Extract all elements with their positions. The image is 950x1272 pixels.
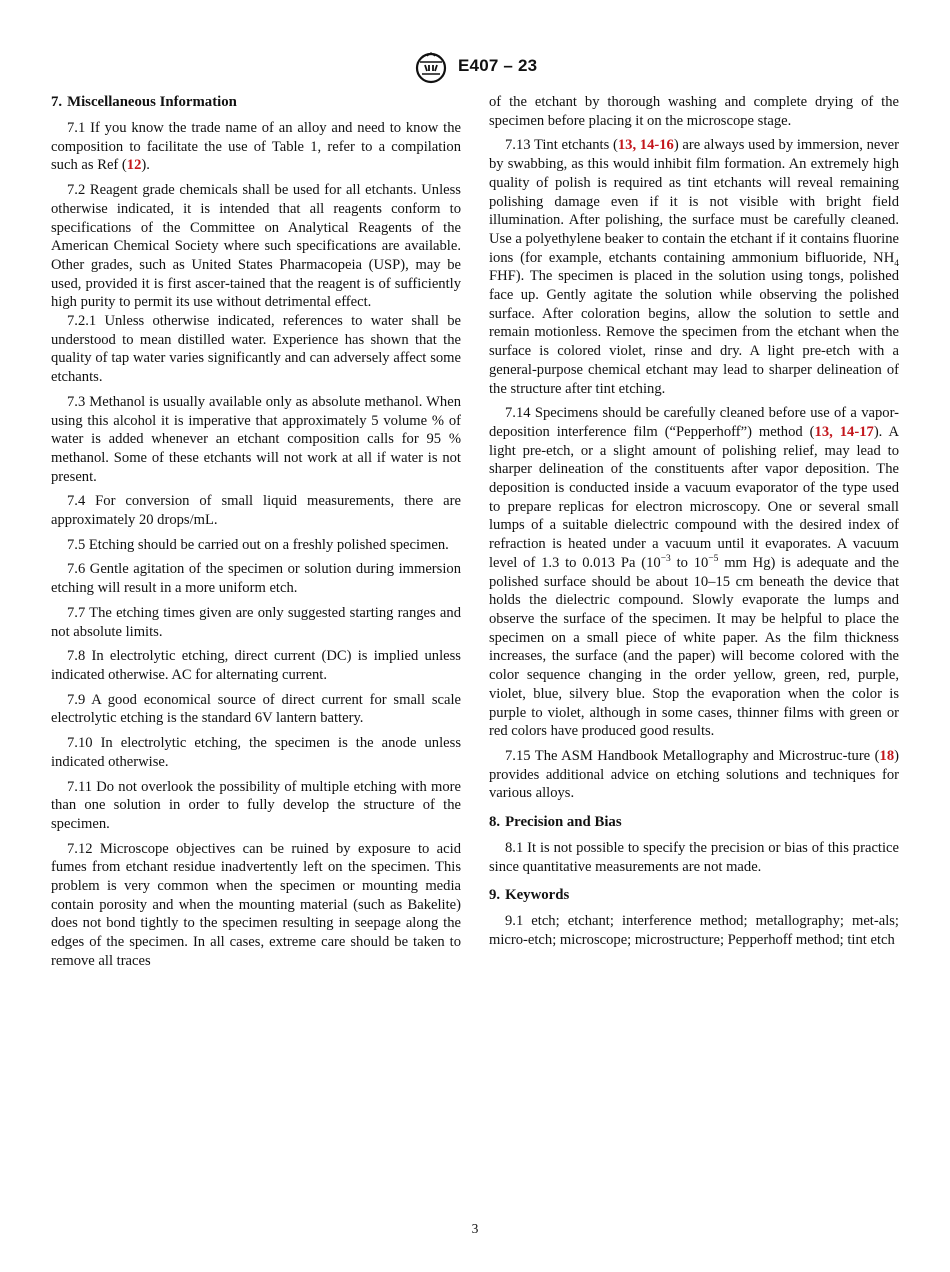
reference-link[interactable]: 14-17 (839, 423, 874, 440)
section-8-heading: 8. Precision and Bias (489, 814, 622, 831)
page-header (0, 50, 950, 90)
paragraph-7-9: 7.9 A good economical source of direct current for small scale electrolytic etching is the standard 6V lantern battery. (51, 691, 461, 727)
section-7-heading: 7. Miscellaneous Information (51, 94, 237, 110)
paragraph-7-4: 7.4 For conversion of small liquid measurements, there are approximately 20 drops/mL. (51, 493, 461, 529)
section-9-heading: 9. Keywords (489, 887, 570, 904)
paragraph-8-1: 8.1 It is not possible to specify the precision or bias of this practice since quantitative measurements are not made. (489, 840, 899, 875)
paragraph-7-7: 7.7 The etching times given are only suggested starting ranges and not absolute limits. (51, 604, 461, 640)
paragraph-7-5: 7.5 Etching should be carried out on a freshly polished specimen. (67, 536, 449, 553)
astm-logo-icon (414, 52, 448, 84)
page-number: 3 (471, 1221, 479, 1236)
reference-link[interactable]: 13 (617, 137, 633, 154)
paragraph-7-12: 7.12 Microscope objectives can be ruined by exposure to acid fumes from etchant residue inadvertently left on the specimen. This problem is very common when the specimen or mounting media contain porosity and when the mounting material (such as Bakelite) does not bond tightly to the specimen resulting in seepage along the edges of the specimen. In all cases, extreme care should be taken to remove all traces (51, 840, 461, 969)
document-designation: E407 – 23 (458, 56, 538, 75)
reference-link[interactable]: 14-16 (639, 137, 674, 154)
paragraph-7-13: 7.13 Tint etchants (13, 14-16) are always used by immersion, never by swabbing, as this would inhibit film formation. An extremely high quality of polish is required as tint etchants will reveal remaining polishing damage even if it is not visible with bright field illumination. After polishing, the surface must be carefully cleaned. Use a polyethylene beaker to contain the etchant if it contains fluorine ions (for example, etchants containing ammonium bifluoride, $NH_4$ FHF). The specimen is placed in the solution using tongs, polished face up. Gently agitate the solution while observing the polished surface. After coloration begins, allow the solution to settle and remain motionless. Remove the specimen from the etchant when the surface is colored violet, rinse and dry. A light pre-etch with a general-purpose chemical etchant may lead to sharper delineation of the structure after tint etching. (489, 137, 900, 397)
paragraph-7-1: 7.1 If you know the trade name of an alloy and need to know the composition to facilitate the use of Table 1, refer to a compilation such as Ref (12). (51, 120, 461, 174)
reference-link[interactable]: 13 (814, 423, 830, 440)
left-column (51, 93, 461, 977)
paragraph-9-1: 9.1 etch; etchant; interference method; metallography; met-als; micro-etch; microscope; microstructure; Pepperhoff method; tint etch (489, 913, 899, 949)
paragraph-7-12-continued: of the etchant by thorough washing and complete drying of the specimen before placing it on the microscope stage. (489, 94, 899, 129)
paragraph-7-8: 7.8 In electrolytic etching, direct current (DC) is implied unless indicated otherwise. AC for alternating current. (51, 648, 461, 683)
paragraph-7-3: 7.3 Methanol is usually available only as absolute methanol. When using this alcohol it is imperative that approximately 5 volume % of water is added whenever an etchant composition calls for 95 % methanol. Some of these etchants will not work at all if water is not present. (51, 393, 461, 485)
right-column (489, 93, 899, 956)
paragraph-7-10: 7.10 In electrolytic etching, the specimen is the anode unless indicated otherwise. (51, 735, 461, 770)
paragraph-7-11: 7.11 Do not overlook the possibility of multiple etching with more than one solution in order to fully develop the structure of the specimen. (51, 778, 461, 832)
paragraph-7-2-1: 7.2.1 Unless otherwise indicated, references to water shall be understood to mean distilled water. Experience has shown that the quality of tap water varies significantly and can adversely affect some etchants. (51, 313, 461, 386)
paragraph-7-14: 7.14 Specimens should be carefully cleaned before use of a vapor-deposition interference film (“Pepperhoff”) method (13, 14-17). A light pre-etch, or a slight amount of polishing relief, may lead to sharper delineation of the constituents after vapor deposition. The deposition is conducted inside a vacuum evaporator of the type used to prepare replicas for electron microscopy. One or several small lumps of a suitable dielectric compound with the desired index of refraction is heated under a vacuum until it evaporates. A vacuum level of 1.3 to 0.013 Pa ($10^{-3}$ to $10^{-5}$ mm Hg) is adequate and the polished surface should be about 10–15 cm beneath the device that holds the dielectric compound. Slowly evaporate the lumps and observe the surface of the specimen. It may be helpful to place the specimen on a small piece of white paper. As the film thickness increases, the surface (and the paper) will become colored with the color sequence changing in the order yellow, green, red, purple, violet, blue, silvery blue. Stop the evaporation when the color is purple to violet, although in some cases, thinner films with green or red colors have produced good results. (489, 405, 900, 740)
reference-link[interactable]: 18 (879, 747, 895, 764)
paragraph-7-15: 7.15 The ASM Handbook Metallography and Microstruc-ture (18) provides additional advice on etching solutions and techniques for various alloys. (489, 747, 899, 802)
paragraph-7-6: 7.6 Gentle agitation of the specimen or solution during immersion etching will result in a more uniform etch. (51, 561, 461, 597)
reference-link[interactable]: 12 (126, 157, 142, 174)
paragraph-7-2: 7.2 Reagent grade chemicals shall be used for all etchants. Unless otherwise indicated, it is intended that all reagents conform to specifications of the Committee on Analytical Reagents of the American Chemical Society where such specifications are available. Other grades, such as United States Pharmacopeia (USP), may be used, provided it is first ascer-tained that the reagent is of sufficiently high purity to permit its use without detrimental effect. (51, 182, 461, 311)
